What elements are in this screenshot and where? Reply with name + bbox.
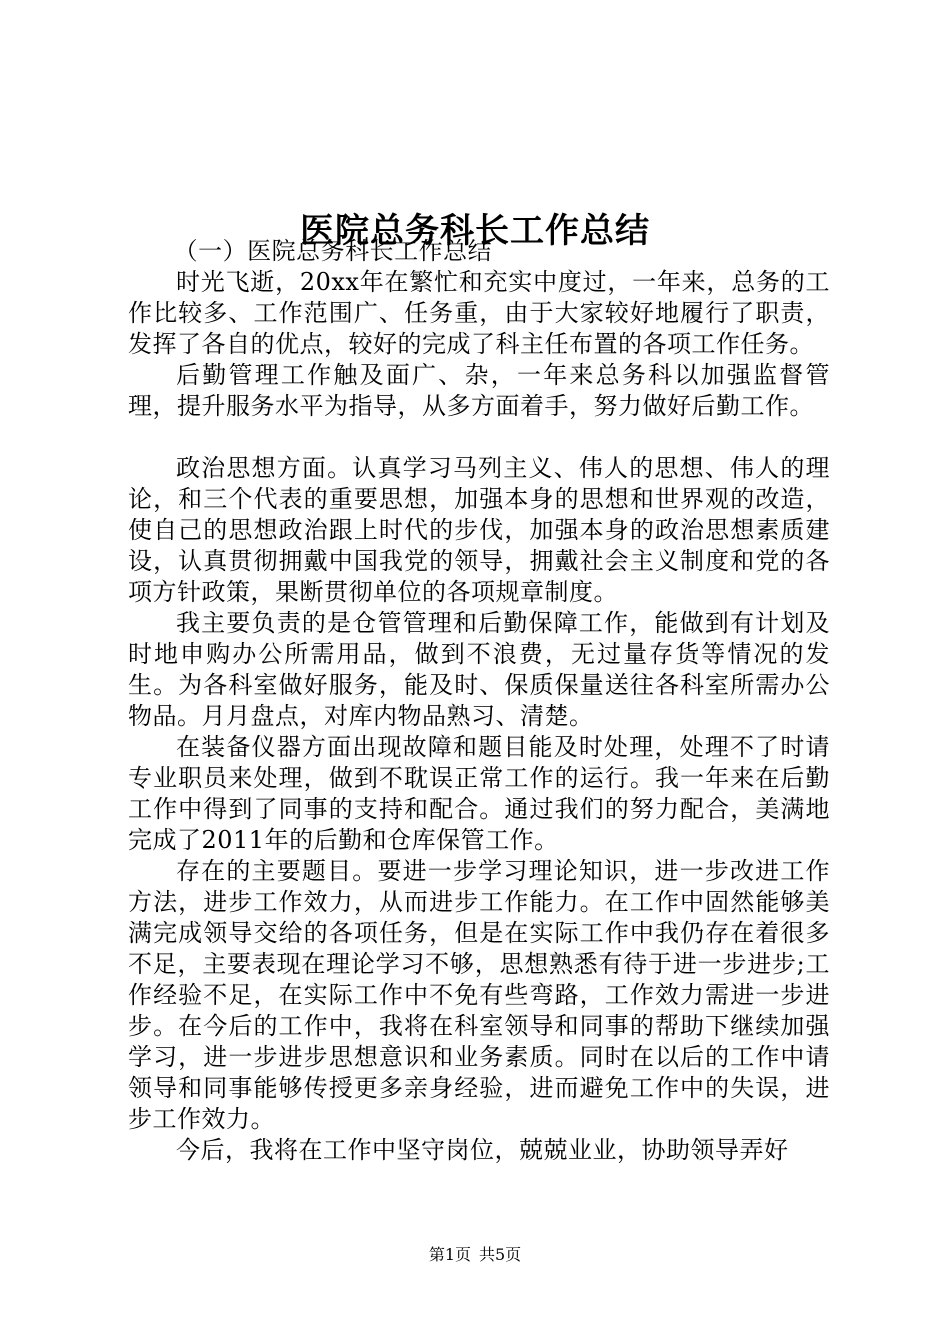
section-subheading: （一）医院总务科长工作总结 xyxy=(173,237,493,265)
paragraph: 在装备仪器方面出现故障和题目能及时处理，处理不了时请专业职员来处理，做到不耽误正常工作的运行。我一年来在后勤工作中得到了同事的支持和配合。通过我们的努力配合，美满地完成了2011年的后勤和仓库保管工作。 xyxy=(128,733,830,854)
document-body xyxy=(128,236,830,1166)
page-footer xyxy=(0,1244,950,1266)
paragraph: 时光飞逝，20xx年在繁忙和充实中度过，一年来，总务的工作比较多、工作范围广、任务重，由于大家较好地履行了职责，发挥了各自的优点，较好的完成了科主任布置的各项工作任务。 xyxy=(128,268,830,358)
page-number: 第1页 xyxy=(428,1245,471,1264)
paragraph: 我主要负责的是仓管管理和后勤保障工作，能做到有计划及时地申购办公所需用品，做到不浪费，无过量存货等情况的发生。为各科室做好服务，能及时、保质保量送往各科室所需办公物品。月月盘点，对库内物品熟习、清楚。 xyxy=(128,609,830,730)
paragraph: 存在的主要题目。要进一步学习理论知识，进一步改进工作方法，进步工作效力，从而进步工作能力。在工作中固然能够美满完成领导交给的各项任务，但是在实际工作中我仍存在着很多不足，主要表现在理论学习不够，思想熟悉有待于进一步进步;工作经验不足，在实际工作中不免有些弯路，工作效力需进一步进步。在今后的工作中，我将在科室领导和同事的帮助下继续加强学习，进一步进步思想意识和业务素质。同时在以后的工作中请领导和同事能够传授更多亲身经验，进而避免工作中的失误，进步工作效力。 xyxy=(128,857,830,1133)
paragraph: 政治思想方面。认真学习马列主义、伟人的思想、伟人的理论，和三个代表的重要思想，加强本身的思想和世界观的改造，使自己的思想政治跟上时代的步伐，加强本身的政治思想素质建设，认真贯彻拥戴中国我党的领导，拥戴社会主义制度和党的各项方针政策，果断贯彻单位的各项规章制度。 xyxy=(128,454,830,606)
page-total: 共5页 xyxy=(479,1245,522,1264)
paragraph: 后勤管理工作触及面广、杂，一年来总务科以加强监督管理，提升服务水平为指导，从多方面着手，努力做好后勤工作。 xyxy=(128,361,830,420)
document-title: 医院总务科长工作总结 xyxy=(300,210,650,251)
paragraph: 今后，我将在工作中坚守岗位，兢兢业业，协助领导弄好 xyxy=(176,1136,789,1164)
